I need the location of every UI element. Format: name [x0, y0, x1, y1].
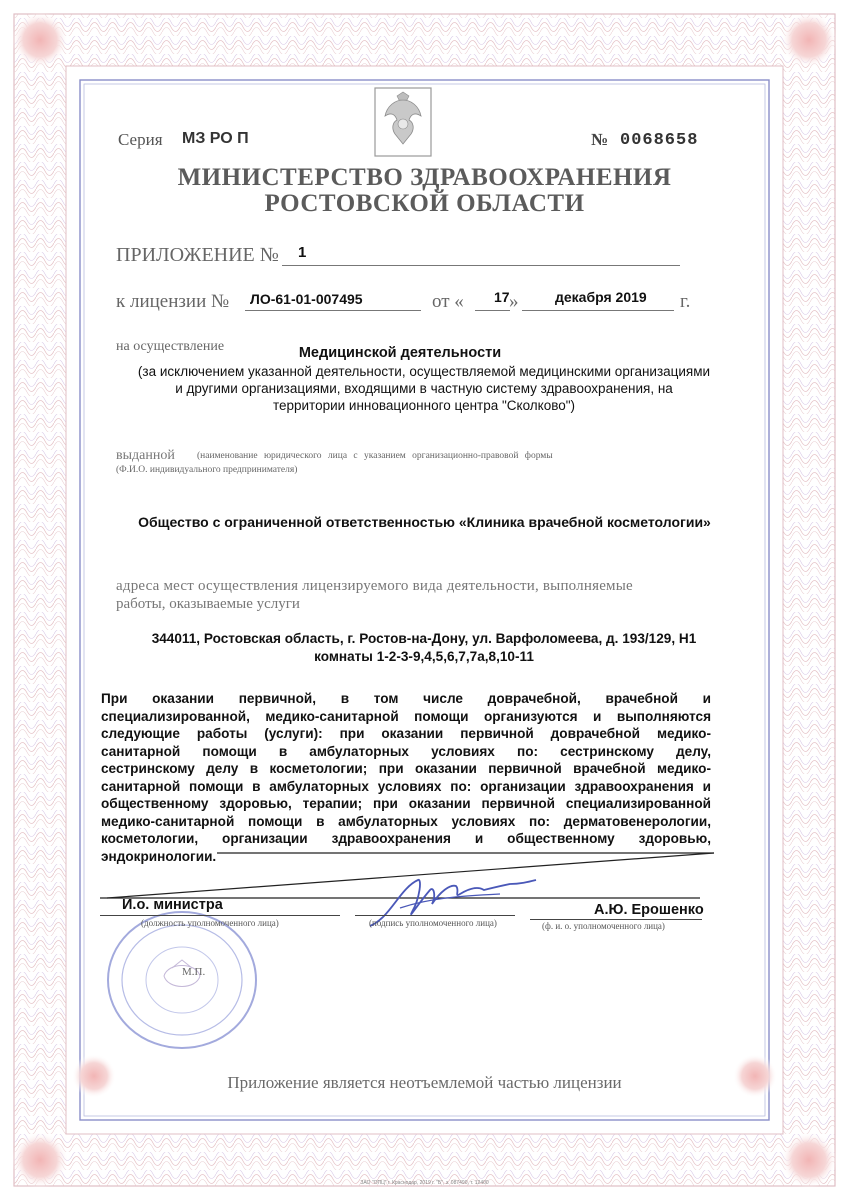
- date-close-quote: »: [509, 291, 519, 312]
- license-number: ЛО-61-01-007495: [250, 291, 363, 307]
- address-line2: комнаты 1-2-3-9,4,5,6,7,7а,8,10-11: [314, 649, 534, 664]
- print-info: ЗАО "ОПЦ" г. Краснодар, 2019 г. "Б", з. 087490, т. 12400: [360, 1180, 489, 1186]
- services-line: общественному здоровью, терапии; при оказании первичной специализированной: [101, 796, 711, 811]
- signature-hint: (подпись уполномоченного лица): [369, 918, 497, 928]
- services-line: эндокринологии.: [101, 848, 217, 864]
- signature-underline: [355, 915, 515, 916]
- services-line: При оказании первичной, в том числе доврачебной, врачебной и: [101, 691, 711, 706]
- activity-line2: и другими организациями, входящими в частную систему здравоохранения, на: [175, 381, 673, 396]
- activity-title: Медицинской деятельности: [298, 345, 502, 361]
- stamp-place-label: М.П.: [182, 966, 206, 978]
- issued-label: выданной: [116, 448, 175, 463]
- organization-name: Общество с ограниченной ответственностью «Клиника врачебной косметологии»: [138, 514, 711, 530]
- activity-line3: территории инновационного центра "Сколково"): [272, 398, 576, 413]
- series-value: МЗ РО П: [182, 130, 249, 147]
- signatory-position: И.о. министра: [122, 897, 223, 913]
- ministry-title-line2: РОСТОВСКОЙ ОБЛАСТИ: [264, 190, 585, 217]
- address-line1: 344011, Ростовская область, г. Ростов-на-Дону, ул. Варфоломеева, д. 193/129, Н1: [151, 631, 697, 646]
- issued-hint-line1: (наименование юридического лица с указанием организационно-правовой формы: [197, 451, 553, 461]
- number-label: №: [591, 130, 609, 149]
- services-line: специализированной, медико-санитарной помощи организуются и выполняются: [101, 708, 711, 724]
- official-seal-icon: [102, 906, 262, 1056]
- address-label-line2: работы, оказываемые услуги: [116, 596, 300, 612]
- name-underline: [530, 919, 702, 920]
- services-line: косметологии, организации здравоохранения и общественному здоровью,: [101, 831, 711, 846]
- issued-hint-line2: (Ф.И.О. индивидуального предпринимателя): [116, 465, 298, 475]
- license-day: 17: [494, 289, 510, 305]
- ministry-title-line1: МИНИСТЕРСТВО ЗДРАВООХРАНЕНИЯ: [177, 164, 672, 191]
- position-underline: [100, 915, 340, 916]
- services-line: санитарной помощи в амбулаторных условиях по: сестринскому делу,: [101, 743, 711, 759]
- date-open-label: от «: [432, 291, 464, 312]
- license-label: к лицензии №: [116, 291, 230, 312]
- position-hint: (должность уполномоченного лица): [141, 918, 279, 928]
- number-value: 0068658: [620, 131, 699, 150]
- signatory-name: А.Ю. Ерошенко: [594, 902, 704, 918]
- name-hint: (ф. и. о. уполномоченного лица): [542, 921, 665, 931]
- series-label: Серия: [118, 130, 163, 149]
- services-line: следующие работы (услуги): при оказании первичной доврачебной медико-: [101, 726, 711, 741]
- services-line: медико-санитарной помощи в амбулаторных условиях по: дерматовенерологии,: [101, 813, 711, 829]
- activity-line1: (за исключением указанной деятельности, осуществляемой медицинскими организациями: [137, 364, 711, 379]
- appendix-number: 1: [298, 244, 307, 261]
- address-label-line1: адреса мест осуществления лицензируемого вида деятельности, выполняемые: [116, 578, 633, 594]
- services-line: санитарной помощи в амбулаторных условиях по: организации здравоохранения и: [101, 778, 711, 794]
- footer-note: Приложение является неотъемлемой частью лицензии: [227, 1073, 622, 1092]
- appendix-label: ПРИЛОЖЕНИЕ №: [116, 244, 279, 266]
- activity-label: на осуществление: [116, 339, 225, 354]
- services-line: сестринскому делу в косметологии; при оказании первичной врачебной медико-: [101, 761, 711, 776]
- year-suffix: г.: [680, 291, 691, 312]
- license-month-year: декабря 2019: [555, 289, 647, 305]
